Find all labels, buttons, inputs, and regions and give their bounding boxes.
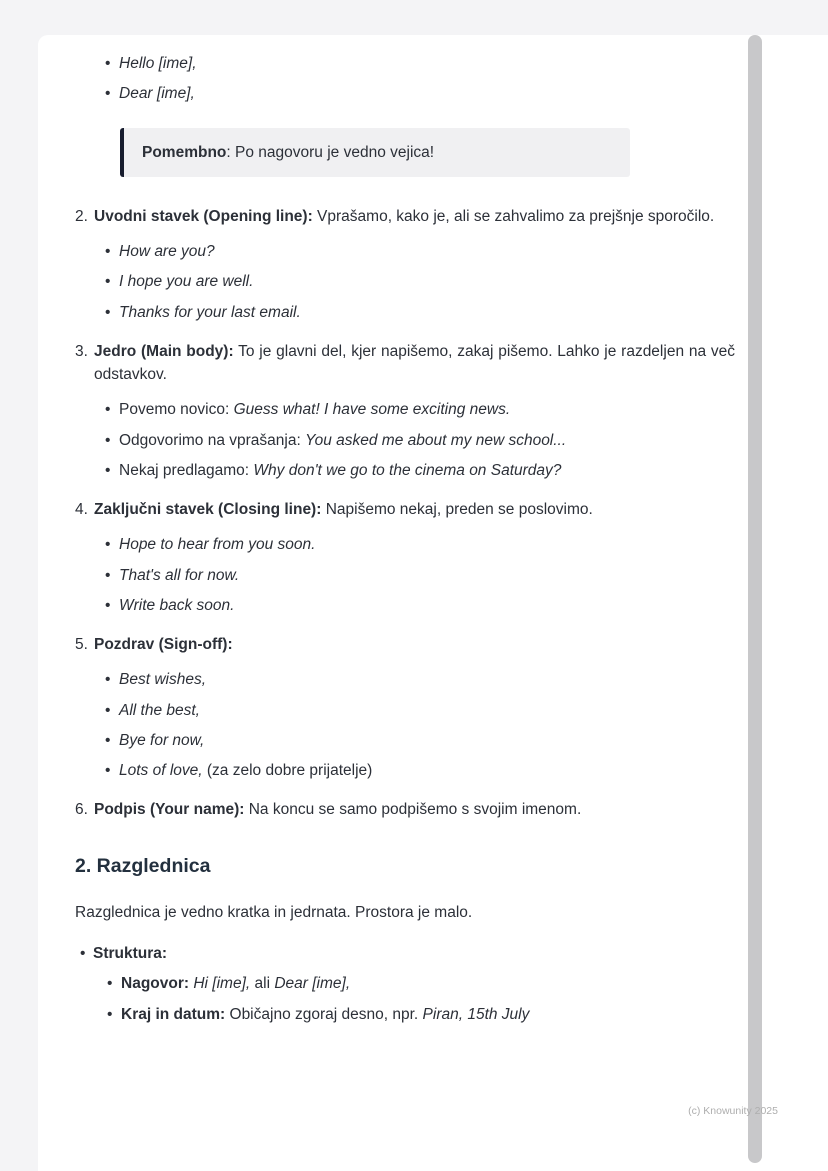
text-segment: Bye for now,	[119, 731, 205, 749]
text-segment: How are you?	[119, 243, 215, 260]
bullet-icon: •	[105, 596, 111, 614]
item-number: 6.	[75, 801, 88, 819]
item-bullet-list	[105, 668, 735, 782]
text-segment: Hello [ime],	[119, 55, 197, 72]
bullet-icon: •	[105, 85, 111, 103]
text-segment: Hope to hear from you soon.	[119, 536, 316, 554]
item-lead	[94, 633, 735, 656]
structure-list	[75, 942, 735, 1026]
text-segment: Uvodni stavek (Opening line):	[94, 207, 313, 225]
list-item	[105, 240, 735, 263]
list-item	[105, 459, 735, 482]
list-item-text	[119, 699, 735, 722]
text-segment: Dear [ime],	[119, 85, 195, 103]
bullet-icon: •	[105, 431, 111, 449]
numbered-item	[75, 340, 735, 482]
text-segment: Podpis (Your name):	[94, 801, 245, 819]
item-number: 5.	[75, 636, 88, 653]
numbered-item	[75, 205, 735, 324]
list-item	[105, 759, 735, 782]
text-segment: Nagovor:	[121, 975, 190, 993]
numbered-item-row	[75, 205, 735, 228]
list-item	[105, 52, 735, 75]
list-item	[105, 398, 735, 421]
text-segment: Na koncu se samo podpišemo s svojim imenom.	[244, 801, 582, 819]
text-segment: Odgovorimo na vprašanja:	[119, 431, 306, 449]
text-segment: Zaključni stavek (Closing line):	[94, 501, 322, 518]
scrollbar[interactable]	[748, 35, 762, 1163]
list-item	[105, 699, 735, 722]
section-paragraph: Razglednica je vedno kratka in jedrnata. Prostora je malo.	[75, 903, 473, 921]
text-segment: Dear [ime],	[274, 975, 351, 993]
list-item	[105, 301, 735, 324]
bullet-icon: •	[105, 401, 111, 419]
bullet-icon: •	[107, 1005, 113, 1023]
bullet-icon: •	[105, 273, 111, 291]
item-bullet-list	[105, 398, 735, 482]
text-segment: Struktura:	[93, 945, 168, 962]
bullet-icon: •	[105, 536, 111, 554]
numbered-list	[75, 205, 735, 822]
callout-text	[142, 141, 612, 164]
item-lead	[94, 798, 735, 821]
text-segment: Best wishes,	[119, 671, 207, 689]
list-item	[105, 429, 735, 452]
text-segment: : Po nagovoru je vedno vejica!	[226, 143, 435, 161]
text-segment: Vprašamo, kako je, ali se zahvalimo za prejšnje sporočilo.	[312, 207, 715, 225]
list-item-text	[121, 972, 735, 995]
text-segment: Pomembno	[142, 143, 227, 161]
bullet-icon: •	[107, 975, 113, 993]
text-segment: You asked me about my new school...	[305, 431, 567, 449]
numbered-item	[75, 633, 735, 782]
text-segment: Kraj in datum:	[121, 1005, 226, 1023]
section-heading: 2. Razglednica	[75, 854, 211, 877]
numbered-item	[75, 798, 735, 821]
text-segment: Lots of love,	[119, 762, 203, 779]
text-segment: Piran, 15th July	[422, 1005, 530, 1023]
item-number: 3.	[75, 342, 88, 360]
bullet-icon: •	[105, 762, 111, 779]
bullet-icon: •	[105, 55, 111, 72]
bullet-icon: •	[80, 945, 86, 962]
numbered-item	[75, 498, 735, 617]
watermark: (c) Knowunity 2025	[688, 1105, 778, 1117]
item-number: 4.	[75, 501, 88, 518]
item-number: 2.	[75, 207, 88, 225]
text-segment: Običajno zgoraj desno, npr.	[225, 1005, 423, 1023]
bullet-icon: •	[105, 243, 111, 260]
item-lead	[94, 498, 735, 521]
item-bullet-list	[105, 240, 735, 324]
text-segment: Napišemo nekaj, preden se poslovimo.	[321, 501, 593, 518]
text-segment: Pozdrav (Sign-off):	[94, 636, 233, 653]
document-content	[38, 35, 828, 1026]
structure-sub-list	[107, 972, 735, 1026]
bullet-icon: •	[105, 731, 111, 749]
numbered-item-row	[75, 633, 735, 656]
numbered-item-row	[75, 498, 735, 521]
list-item	[105, 270, 735, 293]
item-lead	[94, 205, 735, 228]
list-item-text	[119, 759, 735, 782]
list-item-text	[119, 564, 735, 587]
bullet-icon: •	[105, 701, 111, 719]
text-segment: ali	[250, 975, 275, 993]
list-item-text	[119, 270, 735, 293]
list-item-text	[119, 301, 735, 324]
text-segment: (za zelo dobre prijatelje)	[202, 762, 373, 779]
structure-label	[93, 942, 735, 965]
numbered-item-row	[75, 340, 735, 387]
bullet-icon: •	[105, 303, 111, 321]
text-segment: Why don't we go to the cinema on Saturday?	[253, 461, 562, 479]
list-item-text	[119, 52, 735, 75]
text-segment: Jedro (Main body):	[94, 342, 234, 360]
intro-bullet-list	[105, 52, 735, 106]
text-segment: I hope you are well.	[119, 273, 254, 291]
list-item-text	[119, 398, 735, 421]
list-item	[105, 668, 735, 691]
list-item	[105, 729, 735, 752]
text-segment: To je glavni del, kjer napišemo, zakaj pišemo. Lahko je razdeljen na več odstavkov.	[94, 342, 735, 383]
list-item	[105, 82, 735, 105]
structure-label-item	[75, 942, 735, 965]
numbered-item-row	[75, 798, 735, 821]
text-segment: Nekaj predlagamo:	[119, 461, 254, 479]
list-item-text	[119, 729, 735, 752]
text-segment: Guess what! I have some exciting news.	[233, 401, 511, 419]
text-segment: Write back soon.	[119, 596, 235, 614]
list-item-text	[119, 82, 735, 105]
list-item	[105, 594, 735, 617]
callout-box	[120, 128, 630, 177]
list-item-text	[119, 533, 735, 556]
text-segment: That's all for now.	[119, 566, 240, 584]
list-item-text	[119, 429, 735, 452]
list-item-text	[119, 594, 735, 617]
list-item	[107, 1003, 735, 1026]
item-lead	[94, 340, 735, 387]
list-item	[107, 972, 735, 995]
text-segment: Povemo novico:	[119, 401, 234, 419]
list-item	[105, 533, 735, 556]
list-item-text	[119, 240, 735, 263]
bullet-icon: •	[105, 671, 111, 689]
list-item-text	[119, 459, 735, 482]
list-item-text	[121, 1003, 735, 1026]
bullet-icon: •	[105, 566, 111, 584]
item-bullet-list	[105, 533, 735, 617]
document-page	[38, 35, 828, 1171]
list-item	[105, 564, 735, 587]
text-segment: All the best,	[119, 701, 200, 719]
list-item-text	[119, 668, 735, 691]
bullet-icon: •	[105, 461, 111, 479]
text-segment: Hi [ime],	[193, 975, 251, 993]
text-segment: Thanks for your last email.	[119, 303, 301, 321]
